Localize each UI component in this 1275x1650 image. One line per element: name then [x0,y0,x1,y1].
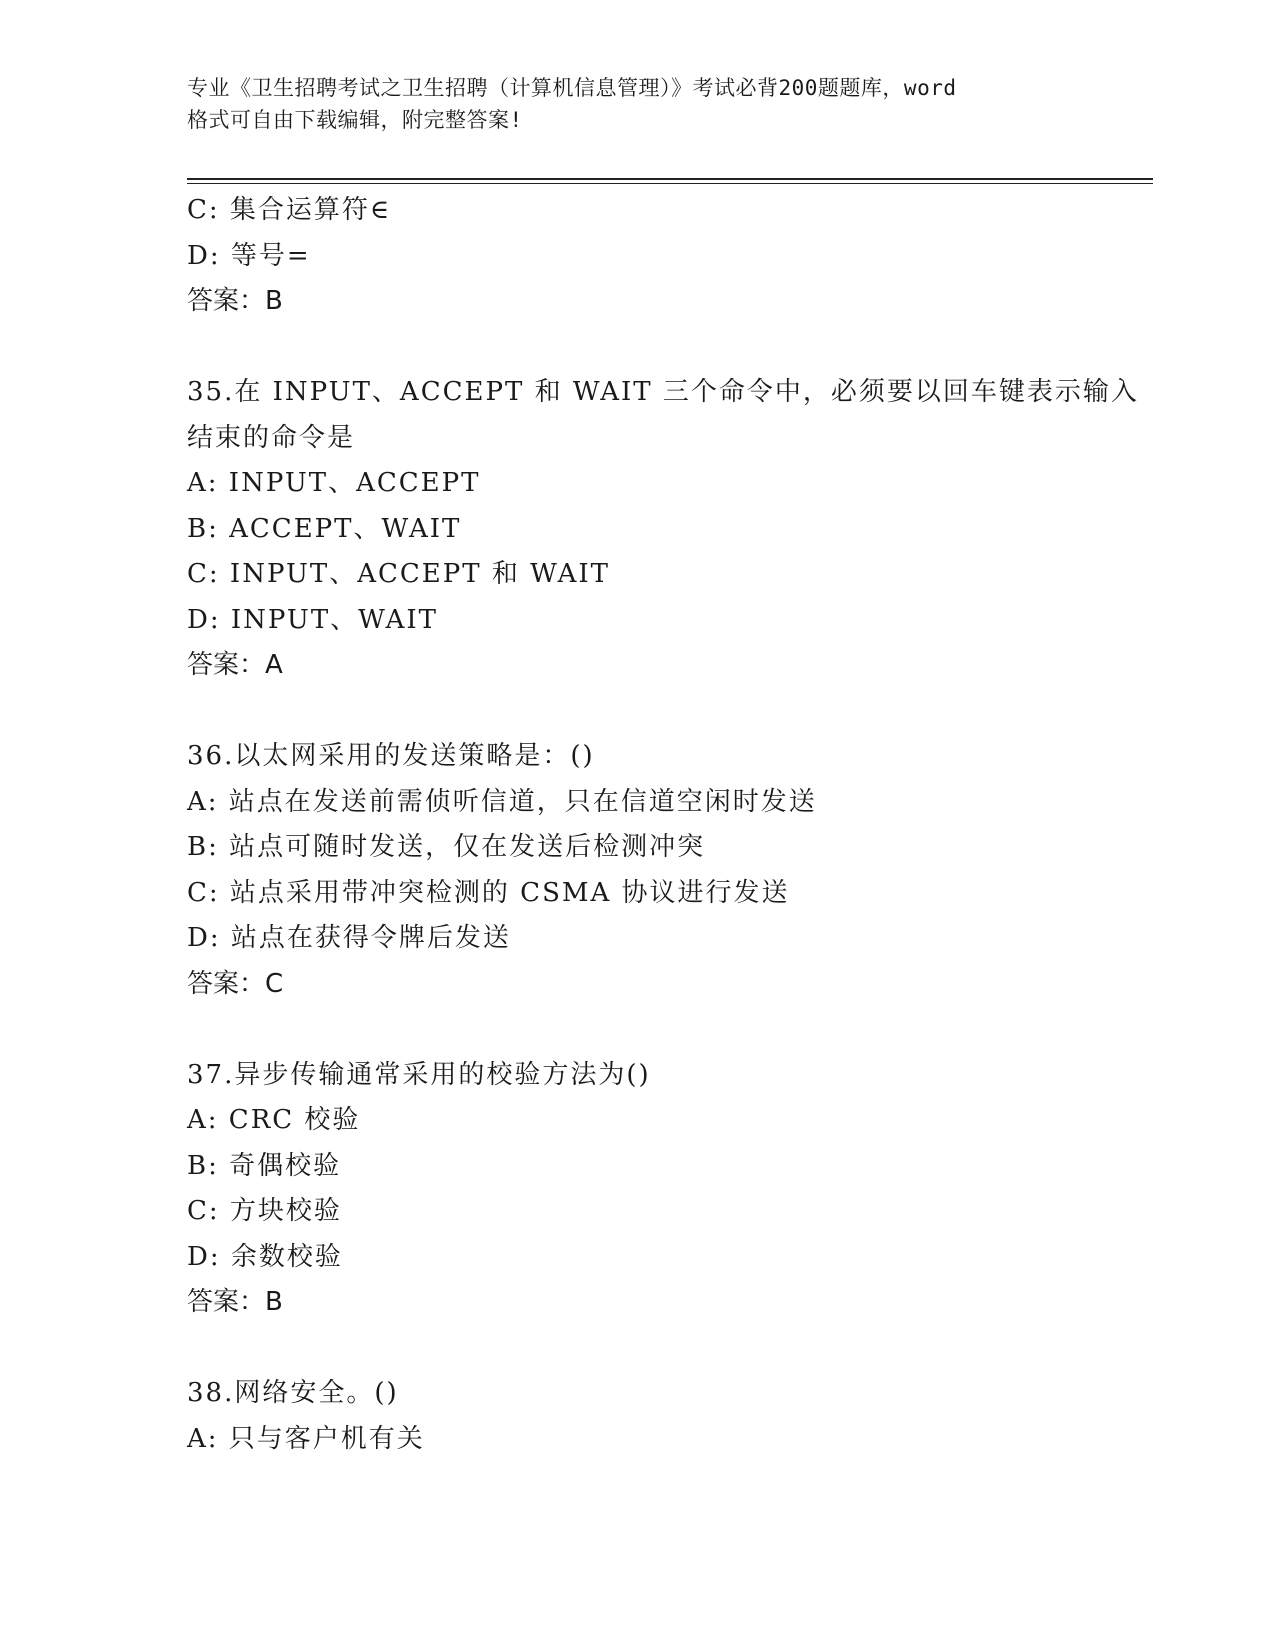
option-c: C: 站点采用带冲突检测的 CSMA 协议进行发送 [187,877,790,908]
option-b: B: 站点可随时发送，仅在发送后检测冲突 [187,832,706,862]
option-c: C: INPUT、ACCEPT 和 WAIT [187,559,610,589]
option-a: A: INPUT、ACCEPT [187,468,481,498]
question-stem-continued: 结束的命令是 [187,422,356,453]
spacer [187,1007,1153,1053]
option-d: D: INPUT、WAIT [187,604,438,635]
option-d: D: 余数校验 [187,1241,343,1272]
option-a: A: CRC 校验 [187,1105,361,1135]
question-34-tail [187,188,1153,325]
question-stem: 37.异步传输通常采用的校验方法为() [187,1059,651,1090]
question-38 [187,1371,1153,1462]
question-36 [187,734,1153,1007]
option-b: B: ACCEPT、WAIT [187,513,462,544]
answer-line: 答案：B [187,1287,283,1317]
question-list [187,188,1153,1462]
header-line-1: 专业《卫生招聘考试之卫生招聘（计算机信息管理）》考试必背200题题库，word [187,76,957,100]
question-stem: 36.以太网采用的发送策略是：() [187,741,595,771]
question-35 [187,370,1153,689]
question-37 [187,1053,1153,1326]
option-c: C: 集合运算符∈ [187,195,392,225]
answer-line: 答案：B [187,286,283,316]
spacer [187,325,1153,371]
option-a: A: 站点在发送前需侦听信道，只在信道空闲时发送 [187,786,817,817]
header-line-2: 格式可自由下载编辑，附完整答案! [187,108,523,132]
option-b: B: 奇偶校验 [187,1150,342,1181]
header-divider-thin [187,183,1153,184]
option-a: A: 只与客户机有关 [187,1423,425,1454]
option-c: C: 方块校验 [187,1196,342,1226]
spacer [187,1326,1153,1372]
option-d: D: 站点在获得令牌后发送 [187,923,511,953]
question-stem: 38.网络安全。() [187,1378,399,1408]
option-d: D: 等号= [187,240,311,271]
document-header [187,72,1087,136]
spacer [187,689,1153,735]
answer-line: 答案：C [187,968,284,999]
answer-line: 答案：A [187,650,283,680]
header-divider-thick [187,178,1153,180]
question-stem: 35.在 INPUT、ACCEPT 和 WAIT 三个命令中，必须要以回车键表示输入 [187,377,1139,407]
